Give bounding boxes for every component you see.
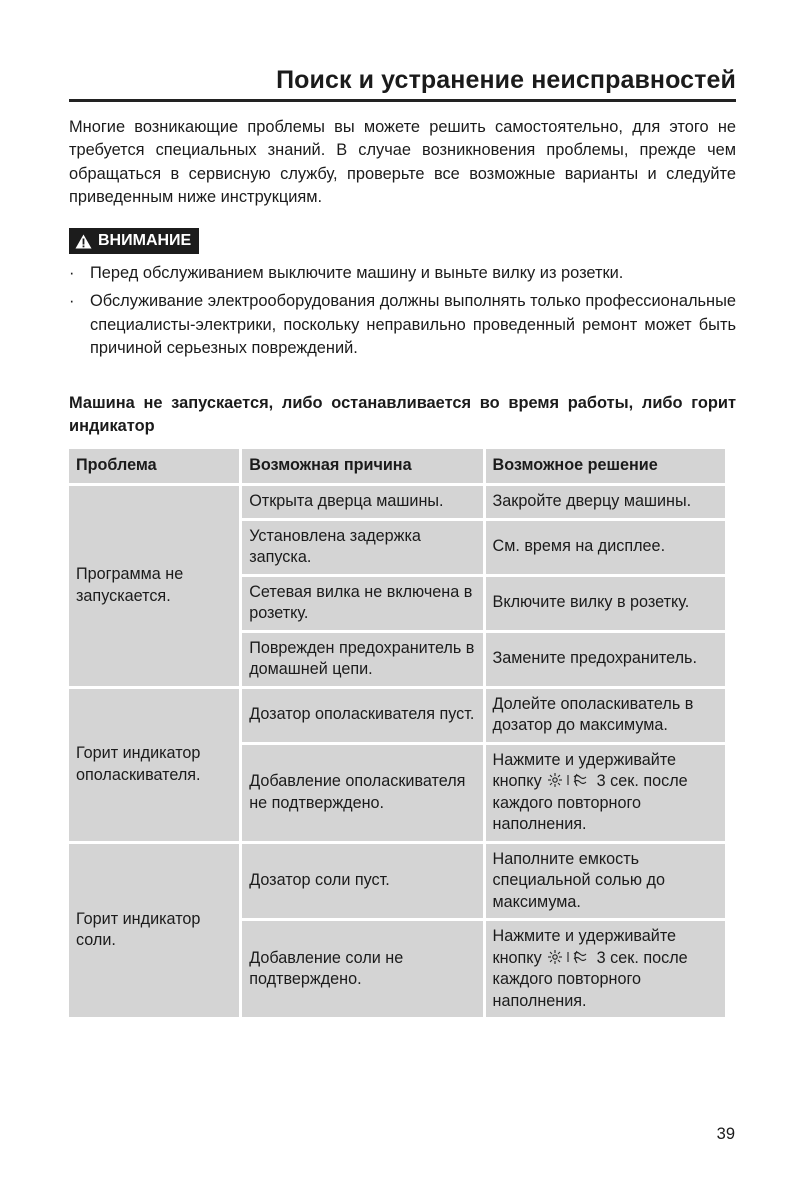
solution-cell: Замените предохранитель. <box>486 633 725 686</box>
solution-text-post: 3 сек. после каждого повторного наполнения. <box>492 772 688 833</box>
warning-badge <box>69 228 199 254</box>
column-header-solution: Возможное решение <box>486 449 725 483</box>
solution-text-pre: Нажмите и удерживайте кнопку <box>492 927 677 967</box>
solution-text-pre: Нажмите и удерживайте кнопку <box>492 750 677 790</box>
section-heading: Машина не запускается, либо останавливается во время работы, либо горит индикатор <box>69 394 736 436</box>
rinse-salt-button-icon <box>547 949 591 965</box>
cause-cell: Установлена задержка запуска. <box>242 521 482 574</box>
solution-cell: Наполните емкость специальной солью до максимума. <box>486 844 725 919</box>
warning-item-text: Обслуживание электрооборудования должны выполнять только профессиональные специалисты-электрики, поскольку неправильно проведенный ремонт может быть причиной серьезных повреждений. <box>90 292 736 357</box>
warning-item: · Перед обслуживанием выключите машину и выньте вилку из розетки. <box>69 264 624 282</box>
rinse-salt-button-icon <box>547 772 591 788</box>
table-row <box>69 486 725 518</box>
problem-cell: Горит индикатор соли. <box>69 844 239 1018</box>
solution-cell: См. время на дисплее. <box>486 521 725 574</box>
warning-label: ВНИМАНИЕ <box>98 232 192 249</box>
page-number: 39 <box>716 1125 735 1143</box>
warning-triangle-icon <box>75 234 92 249</box>
warning-item-text: Перед обслуживанием выключите машину и выньте вилку из розетки. <box>90 264 624 282</box>
cause-cell: Добавление соли не подтверждено. <box>242 921 482 1017</box>
table-row <box>69 689 725 742</box>
warning-item: · Обслуживание электрооборудования должны выполнять только профессиональные специалисты-электрики, поскольку неправильно проведенный ремонт может быть причиной серьезных повреждений. <box>69 292 736 357</box>
cause-cell: Дозатор ополаскивателя пуст. <box>242 689 482 742</box>
problem-cell: Горит индикатор ополаскивателя. <box>69 689 239 841</box>
warning-list <box>69 262 736 365</box>
title-divider <box>69 99 736 102</box>
cause-cell: Сетевая вилка не включена в розетку. <box>242 577 482 630</box>
troubleshooting-table <box>66 446 728 1020</box>
intro-paragraph: Многие возникающие проблемы вы можете решить самостоятельно, для этого не требуется специальных знаний. В случае возникновения проблемы, прежде чем обращаться в сервисную службу, проверьте все возможные варианты и следуйте приведенным ниже инструкциям. <box>69 118 736 206</box>
page-title: Поиск и устранение неисправностей <box>276 66 736 94</box>
table-row <box>69 844 725 919</box>
solution-cell: Закройте дверцу машины. <box>486 486 725 518</box>
solution-text-post: 3 сек. после каждого повторного наполнения. <box>492 948 688 1010</box>
table-header-row <box>69 449 725 483</box>
solution-cell: Включите вилку в розетку. <box>486 577 725 630</box>
column-header-cause: Возможная причина <box>242 449 482 483</box>
cause-cell: Открыта дверца машины. <box>242 486 482 518</box>
problem-cell: Программа не запускается. <box>69 486 239 686</box>
cause-cell: Добавление ополаскивателя не подтверждено. <box>242 745 482 841</box>
solution-cell: Долейте ополаскиватель в дозатор до максимума. <box>486 689 725 742</box>
cause-cell: Дозатор соли пуст. <box>242 844 482 919</box>
cause-cell: Поврежден предохранитель в домашней цепи. <box>242 633 482 686</box>
solution-cell <box>486 745 725 841</box>
column-header-problem: Проблема <box>69 449 239 483</box>
solution-cell <box>486 921 725 1017</box>
